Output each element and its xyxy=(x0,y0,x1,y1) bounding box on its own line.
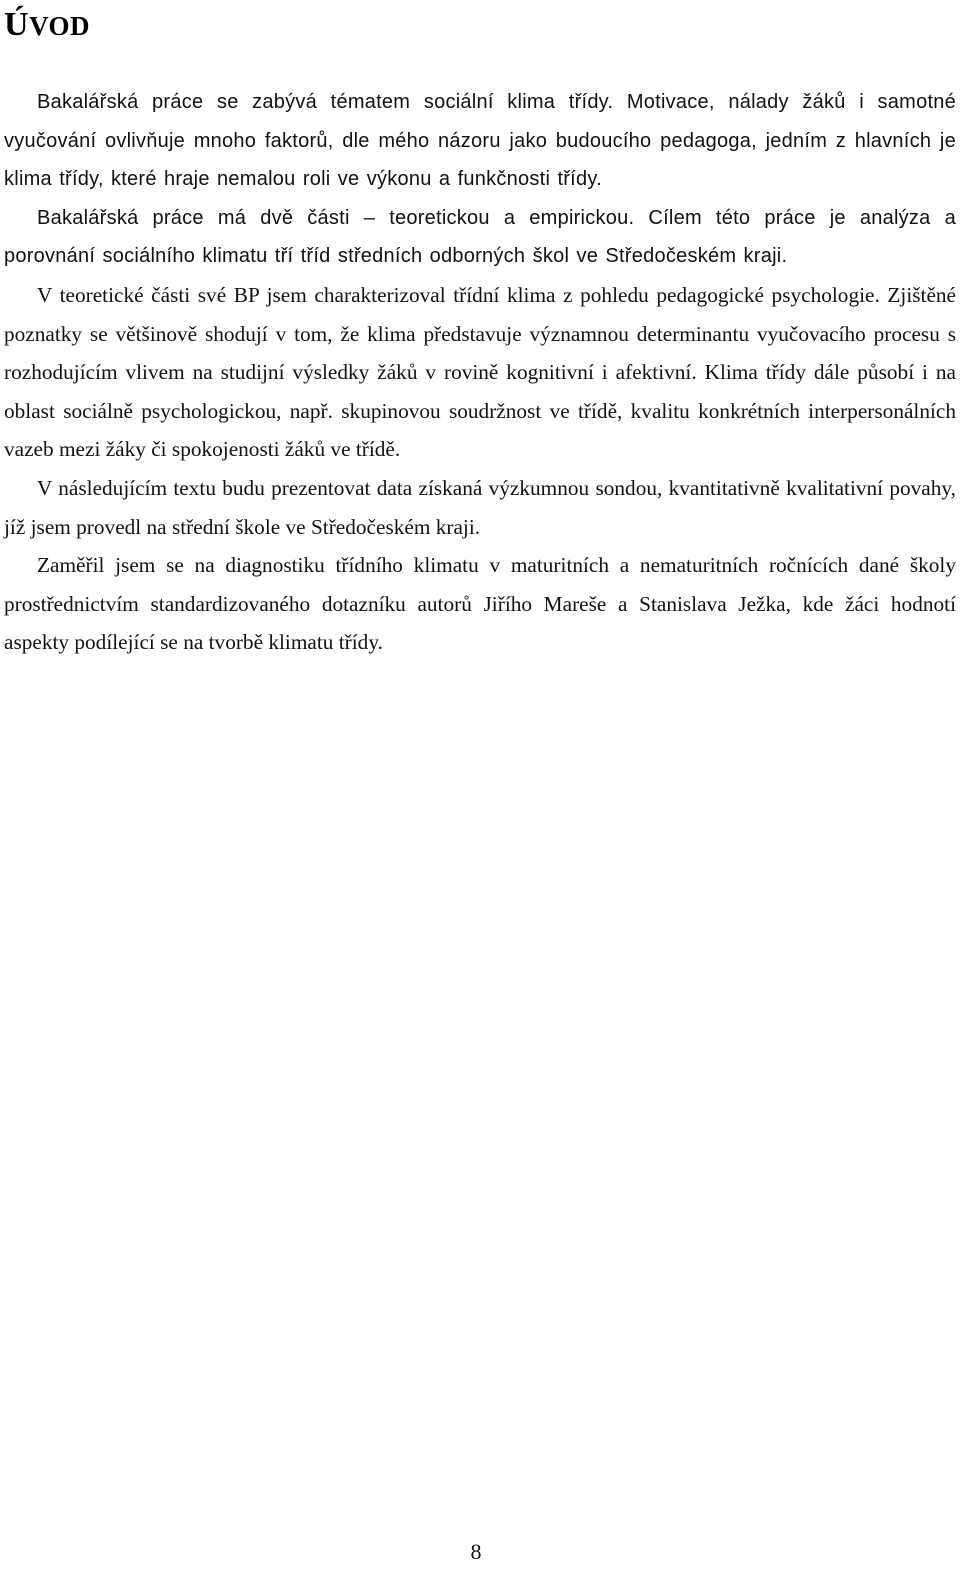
paragraph-5: Zaměřil jsem se na diagnostiku třídního klimatu v maturitních a nematuritních ročnících dané školy prostřednictvím standardizovaného dotazníku autorů Jiřího Mareše a Stanislava Ježka, kde žáci hodnotí aspekty podílející se na tvorbě klimatu třídy. xyxy=(4,553,956,655)
body-text xyxy=(4,83,956,662)
paragraph-1: Bakalářská práce se zabývá tématem sociální klima třídy. Motivace, nálady žáků i samotné vyučování ovlivňuje mnoho faktorů, dle mého názoru jako budoucího pedagoga, jedním z hlavních je klima třídy, které hraje nemalou roli ve výkonu a funkčnosti třídy. xyxy=(4,91,956,191)
page-number: 8 xyxy=(470,1539,482,1564)
heading-first-letter: Ú xyxy=(4,6,30,43)
paragraph-2: Bakalářská práce má dvě části – teoretickou a empirickou. Cílem této práce je analýza a porovnání sociálního klimatu tří tříd středních odborných škol ve Středočeském kraji. xyxy=(4,206,956,268)
paragraph-3: V teoretické části své BP jsem charakterizoval třídní klima z pohledu pedagogické psychologie. Zjištěné poznatky se většinově shodují v tom, že klima představuje významnou determinantu vyučovacího procesu s rozhodujícím vlivem na studijní výsledky žáků v rovině kognitivní i afektivní. Klima třídy dále působí i na oblast sociálně psychologickou, např. skupinovou soudržnost ve třídě, kvalitu konkrétních interpersonálních vazeb mezi žáky či spokojenosti žáků ve třídě. xyxy=(4,282,956,462)
heading-rest: VOD xyxy=(29,11,91,41)
section-heading xyxy=(4,2,90,49)
paragraph-4: V následujícím textu budu prezentovat data získaná výzkumnou sondou, kvantitativně kvalitativní povahy, jíž jsem provedl na střední škole ve Středočeském kraji. xyxy=(4,475,956,539)
